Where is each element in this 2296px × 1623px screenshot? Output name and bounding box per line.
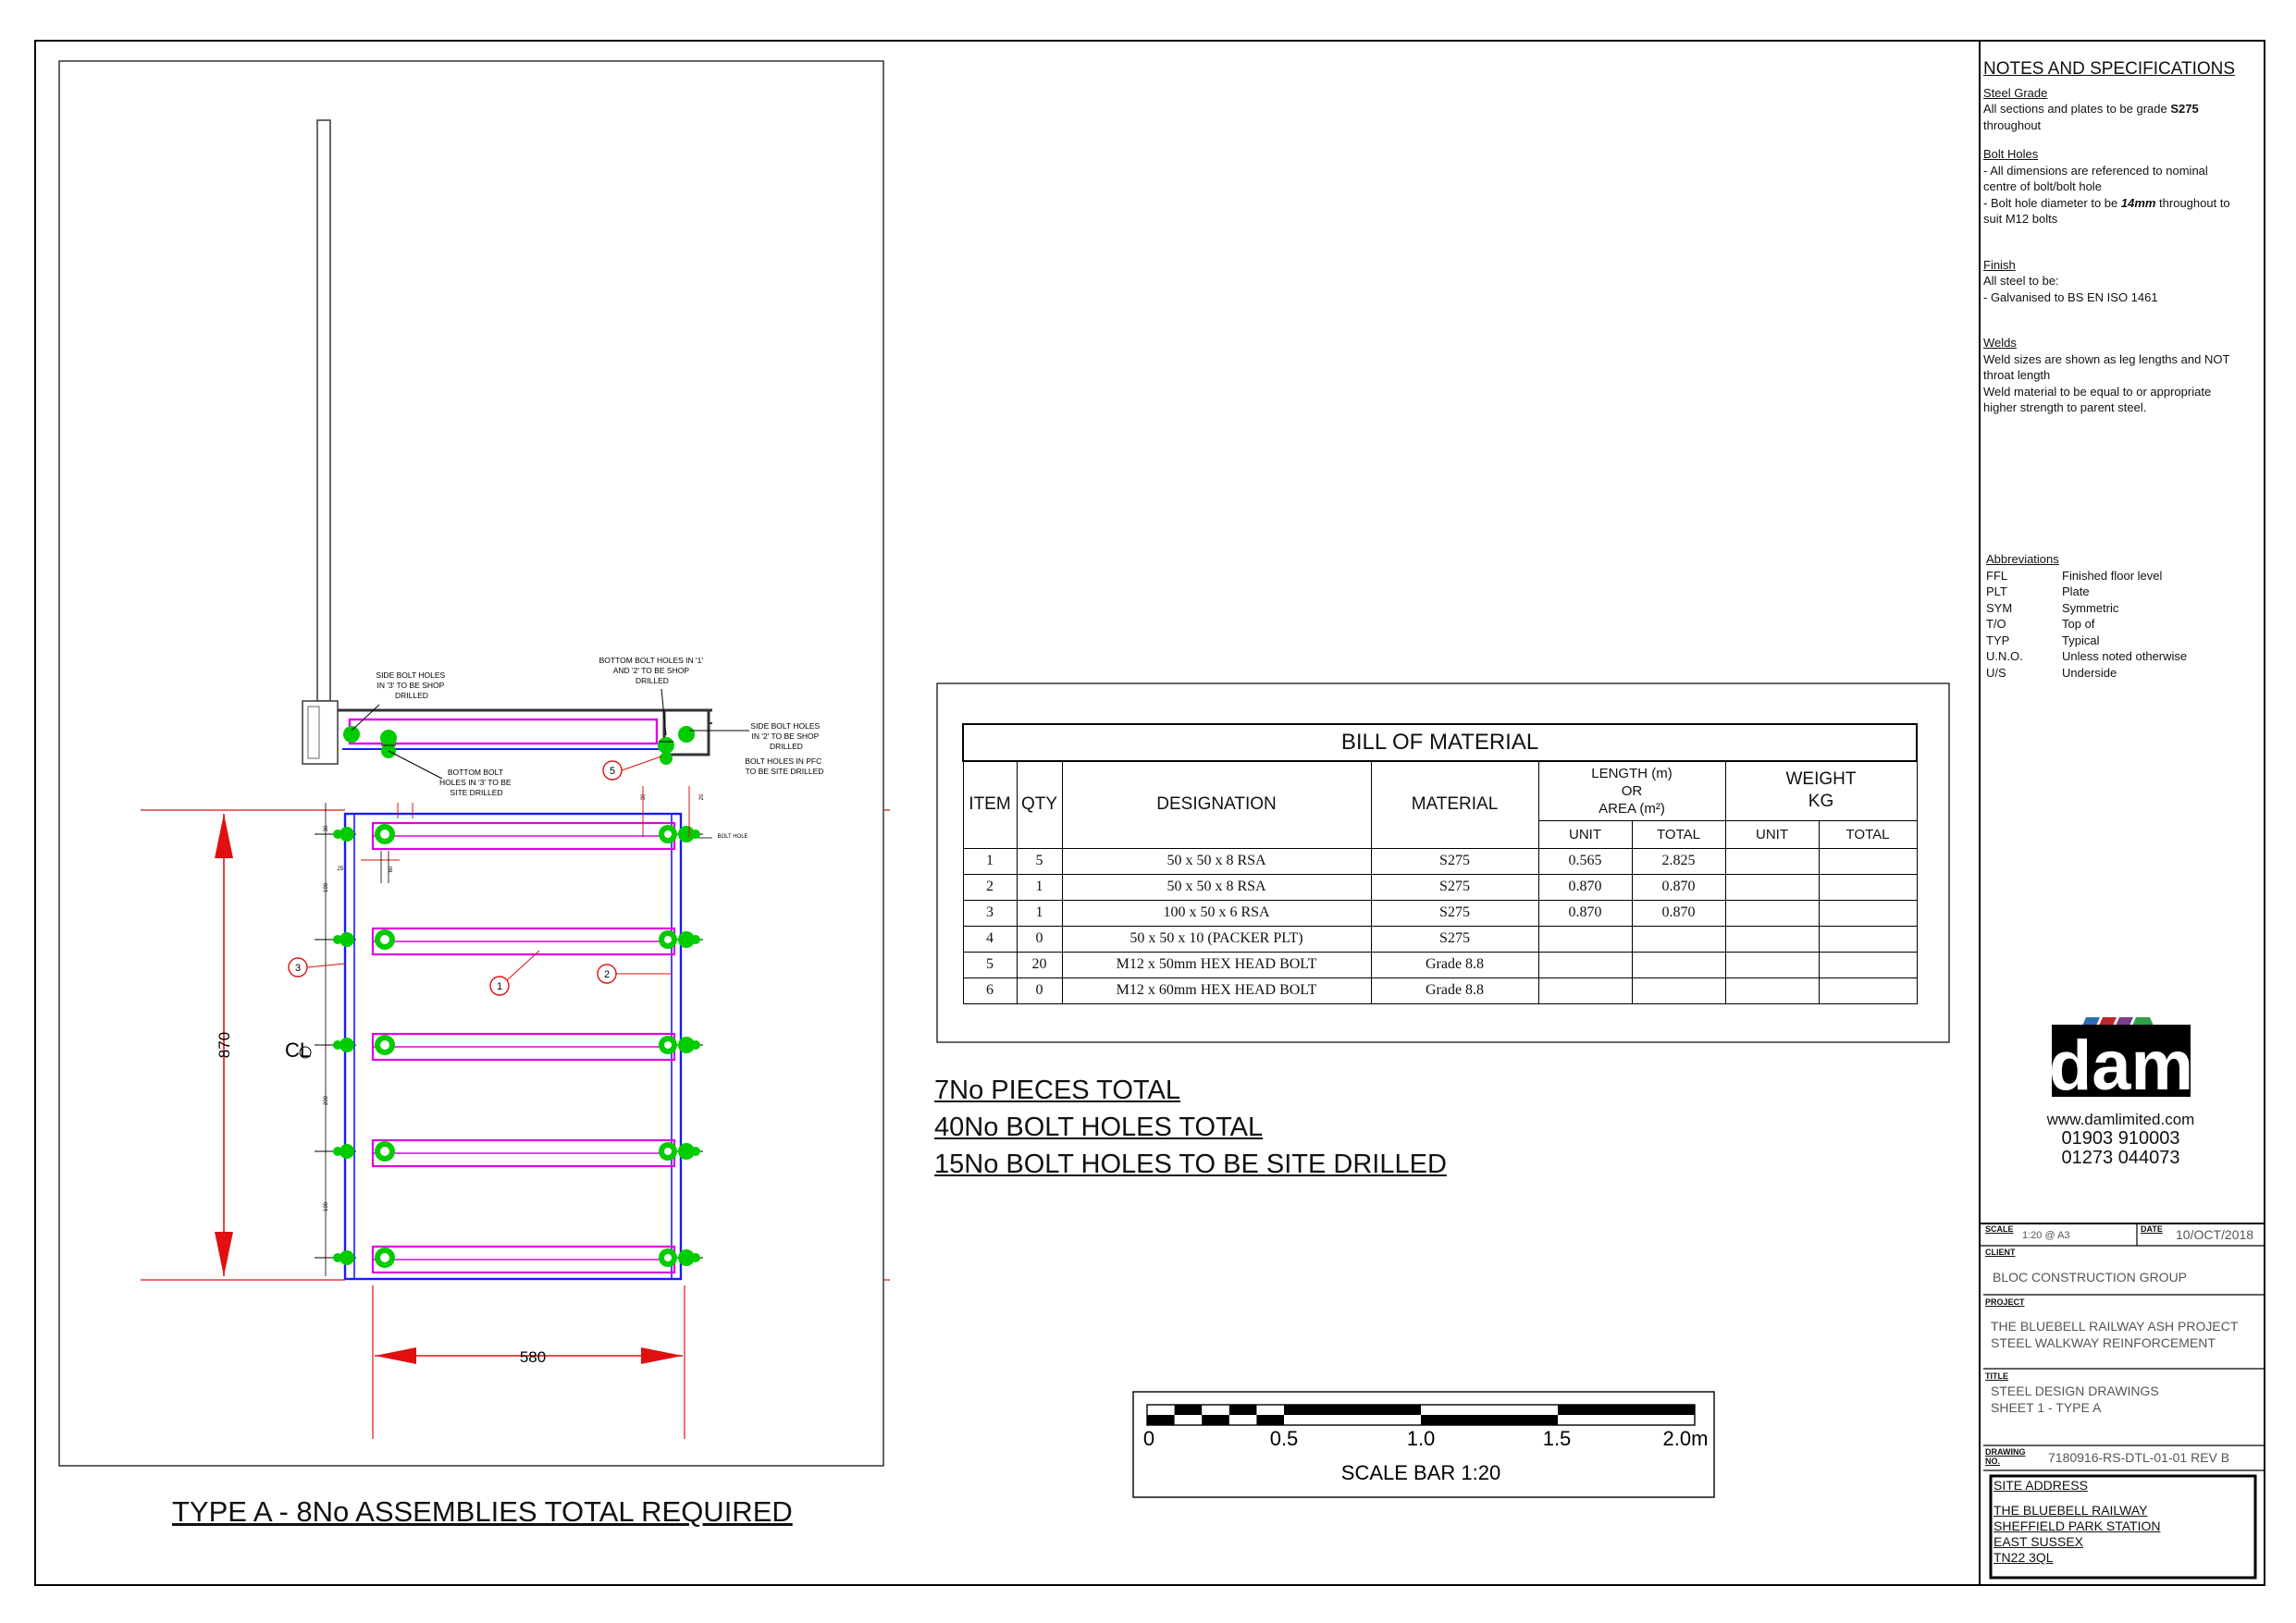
bom-cell-wt-total	[1819, 848, 1917, 874]
scale-tick-1-0: 1.0	[1406, 1427, 1436, 1450]
project-label: PROJECT	[1985, 1297, 2025, 1307]
scale-segment	[1284, 1405, 1421, 1415]
bom-cell-len-unit: 0.870	[1538, 874, 1632, 900]
date-label: DATE	[2141, 1224, 2163, 1234]
bom-cell-qty: 0	[1017, 926, 1062, 952]
bom-cell-len-total: 0.870	[1632, 900, 1725, 926]
bom-row	[963, 874, 1917, 900]
svg-text:30: 30	[324, 825, 329, 832]
centreline-symbol: CL	[284, 1039, 312, 1062]
bolt-left-nut	[333, 1147, 342, 1156]
bom-header-length: LENGTH (m) OR AREA (m²)	[1538, 761, 1725, 820]
bom-cell-wt-total	[1819, 952, 1917, 977]
abbreviations-panel	[1986, 551, 2187, 681]
bolt-right-nut	[691, 1147, 700, 1156]
abbr-row: U.N.O. Unless noted otherwise	[1986, 649, 2188, 663]
section-annotations	[352, 656, 824, 797]
phone-2: 01273 044073	[2061, 1148, 2180, 1168]
title-label: TITLE	[1985, 1371, 2008, 1381]
bom-cell-qty: 5	[1017, 848, 1062, 874]
bom-row	[963, 977, 1917, 1003]
welds-title: Welds	[1983, 336, 2017, 350]
bom-cell-len-total: 2.825	[1632, 848, 1725, 874]
bom-cell-qty: 1	[1017, 874, 1062, 900]
svg-text:60: 60	[389, 866, 394, 873]
welds-line: Weld material to be equal to or appropriate	[1983, 384, 2212, 399]
abbr-row: SYM Symmetric	[1986, 600, 2119, 615]
bom-cell-len-unit	[1538, 952, 1632, 977]
scale-tick-2-0: 2.0m	[1662, 1427, 1709, 1450]
svg-text:20: 20	[699, 793, 705, 801]
abbr-row: PLT Plate	[1986, 584, 2090, 598]
logo-contact	[2026, 1110, 2216, 1168]
steel-grade-title: Steel Grade	[1983, 85, 2048, 100]
bom-cell-len-unit	[1538, 977, 1632, 1003]
site-address: SITE ADDRESS THE BLUEBELL RAILWAY SHEFFIELD PARK STATION EAST SUSSEX TN22 3QL	[1994, 1478, 2161, 1565]
steel-grade-text-2: throughout	[1983, 117, 2042, 132]
finish-line: - Galvanised to BS EN ISO 1461	[1983, 289, 2158, 304]
abbreviations-title: Abbreviations	[1986, 552, 2059, 566]
bom-header-len-unit: UNIT	[1538, 820, 1632, 848]
bom-cell-wt-unit	[1725, 977, 1819, 1003]
bom-header-len-total: TOTAL	[1632, 820, 1725, 848]
drawing-value: 7180916-RS-DTL-01-01 REV B	[2048, 1450, 2230, 1465]
bolt-holes-line: - Bolt hole diameter to be 14mm throughout to	[1983, 195, 2230, 210]
bolt-holes-title: Bolt Holes	[1983, 147, 2039, 161]
bolt-left-nut	[333, 935, 342, 944]
bolt-holes-line: centre of bolt/bolt hole	[1983, 179, 2102, 193]
steel-grade-text: All sections and plates to be grade S275	[1983, 102, 2199, 116]
bom-header-material: MATERIAL	[1371, 761, 1538, 848]
bom-row	[963, 848, 1917, 874]
welds-line: throat length	[1983, 368, 2051, 382]
bom-cell-material: Grade 8.8	[1371, 977, 1538, 1003]
plan-view	[315, 814, 703, 1279]
bom-cell-designation: 50 x 50 x 10 (PACKER PLT)	[1062, 926, 1371, 952]
project-value: THE BLUEBELL RAILWAY ASH PROJECT STEEL WALKWAY REINFORCEMENT	[1991, 1319, 2239, 1350]
upright-post	[317, 120, 330, 701]
scale-subdivision	[1256, 1415, 1284, 1425]
svg-text:BOLT HOLE: BOLT HOLE	[717, 834, 748, 840]
scale-subdivision	[1202, 1415, 1229, 1425]
bom-cell-wt-unit	[1725, 952, 1819, 977]
abbr-row: U/S Underside	[1986, 665, 2117, 680]
bom-cell-item: 4	[963, 926, 1017, 952]
bom-cell-designation: M12 x 50mm HEX HEAD BOLT	[1062, 952, 1371, 977]
scale-segment	[1421, 1415, 1558, 1425]
notes-heading: NOTES AND SPECIFICATIONS	[1983, 59, 2236, 79]
bom-cell-item: 6	[963, 977, 1017, 1003]
bom-header-designation: DESIGNATION	[1062, 761, 1371, 848]
bom-cell-item: 5	[963, 952, 1017, 977]
bom-cell-designation: 50 x 50 x 8 RSA	[1062, 848, 1371, 874]
bom-row	[963, 926, 1917, 952]
bom-cell-len-total	[1632, 977, 1725, 1003]
bolt-hole	[380, 830, 389, 839]
bom-row	[963, 900, 1917, 926]
note-side-bolt-2: SIDE BOLT HOLES IN '2' TO BE SHOP DRILLED	[750, 721, 821, 751]
scale-tick-1-5: 1.5	[1542, 1427, 1572, 1450]
bolt-holes-line: - All dimensions are referenced to nominal	[1983, 163, 2208, 178]
total-site-drilled: 15No BOLT HOLES TO BE SITE DRILLED	[934, 1150, 1447, 1179]
bom-cell-item: 2	[963, 874, 1017, 900]
bom-cell-designation: M12 x 60mm HEX HEAD BOLT	[1062, 977, 1371, 1003]
abbr-row: TYP Typical	[1986, 633, 2100, 647]
svg-text:25: 25	[337, 867, 344, 872]
scale-segment	[1558, 1405, 1695, 1415]
bom-cell-len-unit: 0.565	[1538, 848, 1632, 874]
bom-cell-wt-unit	[1725, 848, 1819, 874]
phone-1: 01903 910003	[2061, 1128, 2180, 1149]
bom-row	[963, 952, 1917, 977]
bolt-right-nut	[691, 830, 700, 839]
svg-text:30: 30	[641, 793, 647, 801]
bom-cell-len-total: 0.870	[1632, 874, 1725, 900]
bom-cell-wt-total	[1819, 874, 1917, 900]
abbr-row: T/O Top of	[1986, 617, 2095, 631]
scale-label: SCALE	[1985, 1224, 2014, 1234]
finish-title: Finish	[1983, 257, 2016, 272]
welds-line: Weld sizes are shown as leg lengths and NOT	[1983, 351, 2230, 366]
bom-cell-wt-unit	[1725, 926, 1819, 952]
bom-body	[963, 848, 1917, 1003]
dim-width-label: 580	[519, 1348, 547, 1366]
bom-cell-designation: 50 x 50 x 8 RSA	[1062, 874, 1371, 900]
bom-header-item: ITEM	[963, 761, 1017, 848]
bolt-hole	[664, 1254, 672, 1261]
drawing-caption: TYPE A - 8No ASSEMBLIES TOTAL REQUIRED	[172, 1495, 793, 1528]
bom-cell-material: Grade 8.8	[1371, 952, 1538, 977]
bolt-hole	[664, 830, 672, 838]
bom-cell-material: S275	[1371, 874, 1538, 900]
note-bottom-bolt-3: BOTTOM BOLT HOLES IN '3' TO BE SITE DRILLED	[439, 768, 512, 797]
svg-text:1: 1	[496, 981, 503, 992]
bolt-hole	[664, 936, 672, 943]
bom-cell-material: S275	[1371, 926, 1538, 952]
bill-of-material-table	[962, 723, 1918, 1004]
bolt-hole	[380, 1040, 389, 1050]
bolt-right-nut	[691, 1040, 700, 1050]
svg-text:5: 5	[609, 766, 616, 777]
scale-tick-0: 0	[1142, 1427, 1155, 1450]
scale-subdivision	[1175, 1405, 1203, 1415]
bolt-hole	[664, 1148, 672, 1155]
bom-cell-len-unit	[1538, 926, 1632, 952]
scale-subdivision	[1147, 1415, 1175, 1425]
bolt-left-nut	[333, 1253, 342, 1262]
bolt-holes-line: suit M12 bolts	[1983, 212, 2058, 226]
bom-cell-wt-unit	[1725, 900, 1819, 926]
bom-cell-material: S275	[1371, 900, 1538, 926]
svg-text:100: 100	[324, 882, 329, 893]
logo-text: dam	[2048, 1027, 2194, 1105]
bom-cell-qty: 0	[1017, 977, 1062, 1003]
date-value: 10/OCT/2018	[2176, 1227, 2254, 1242]
bom-header-wt-unit: UNIT	[1725, 820, 1819, 848]
svg-text:2: 2	[603, 969, 611, 980]
scale-tick-0-5: 0.5	[1269, 1427, 1299, 1450]
bom-header-weight: WEIGHT KG	[1725, 761, 1917, 820]
drawing-label: DRAWING NO.	[1985, 1447, 2026, 1466]
bom-cell-item: 1	[963, 848, 1017, 874]
abbr-row: FFL Finished floor level	[1986, 568, 2163, 583]
dam-logo	[2049, 1017, 2193, 1105]
note-side-bolt-3: SIDE BOLT HOLES IN '3' TO BE SHOP DRILLED	[376, 670, 446, 700]
dim-height-label: 870	[216, 1031, 233, 1059]
bom-header-wt-total: TOTAL	[1819, 820, 1917, 848]
bom-cell-qty: 20	[1017, 952, 1062, 977]
bom-cell-wt-total	[1819, 926, 1917, 952]
scale-value: 1:20 @ A3	[2022, 1230, 2070, 1241]
bolt-right-nut	[691, 1253, 700, 1262]
svg-text:100: 100	[324, 1201, 329, 1212]
total-bolt-holes: 40No BOLT HOLES TOTAL	[934, 1113, 1264, 1142]
note-pfc: BOLT HOLES IN PFC TO BE SITE DRILLED	[745, 756, 824, 776]
bolt-left-nut	[333, 830, 342, 839]
bom-cell-len-total	[1632, 952, 1725, 977]
scale-bar-label: SCALE BAR 1:20	[1340, 1461, 1501, 1484]
bolt-hole	[380, 1253, 389, 1262]
svg-text:200: 200	[324, 1095, 329, 1106]
bom-cell-material: S275	[1371, 848, 1538, 874]
bolt-hole	[380, 935, 389, 944]
welds-line: higher strength to parent steel.	[1983, 400, 2147, 414]
total-pieces: 7No PIECES TOTAL	[934, 1076, 1180, 1105]
website: www.damlimited.com	[2046, 1111, 2195, 1128]
bom-cell-len-unit: 0.870	[1538, 900, 1632, 926]
bom-cell-designation: 100 x 50 x 6 RSA	[1062, 900, 1371, 926]
bolt-hole	[664, 1041, 672, 1049]
bom-header-qty: QTY	[1017, 761, 1062, 848]
client-value: BLOC CONSTRUCTION GROUP	[1993, 1270, 2188, 1285]
finish-line: All steel to be:	[1983, 274, 2059, 288]
notes-panel	[1983, 61, 2270, 416]
bom-cell-qty: 1	[1017, 900, 1062, 926]
note-bottom-bolt-1-2: BOTTOM BOLT HOLES IN '1' AND '2' TO BE SHOP DRILLED	[599, 656, 703, 685]
bom-cell-wt-total	[1819, 977, 1917, 1003]
bom-cell-len-total	[1632, 926, 1725, 952]
bolt-left-nut	[333, 1040, 342, 1050]
bolt-hole	[380, 1147, 389, 1156]
bolt-right-nut	[691, 935, 700, 944]
svg-text:3: 3	[294, 963, 302, 974]
bom-cell-item: 3	[963, 900, 1017, 926]
bom-title: BILL OF MATERIAL	[963, 724, 1917, 761]
bom-cell-wt-unit	[1725, 874, 1819, 900]
title-value: STEEL DESIGN DRAWINGS SHEET 1 - TYPE A	[1991, 1383, 2159, 1415]
scale-bar	[1133, 1392, 1714, 1497]
scale-subdivision	[1229, 1405, 1257, 1415]
plan-annotations	[141, 786, 890, 1439]
rungs	[315, 823, 703, 1273]
client-label: CLIENT	[1985, 1248, 2016, 1257]
bom-cell-wt-total	[1819, 900, 1917, 926]
